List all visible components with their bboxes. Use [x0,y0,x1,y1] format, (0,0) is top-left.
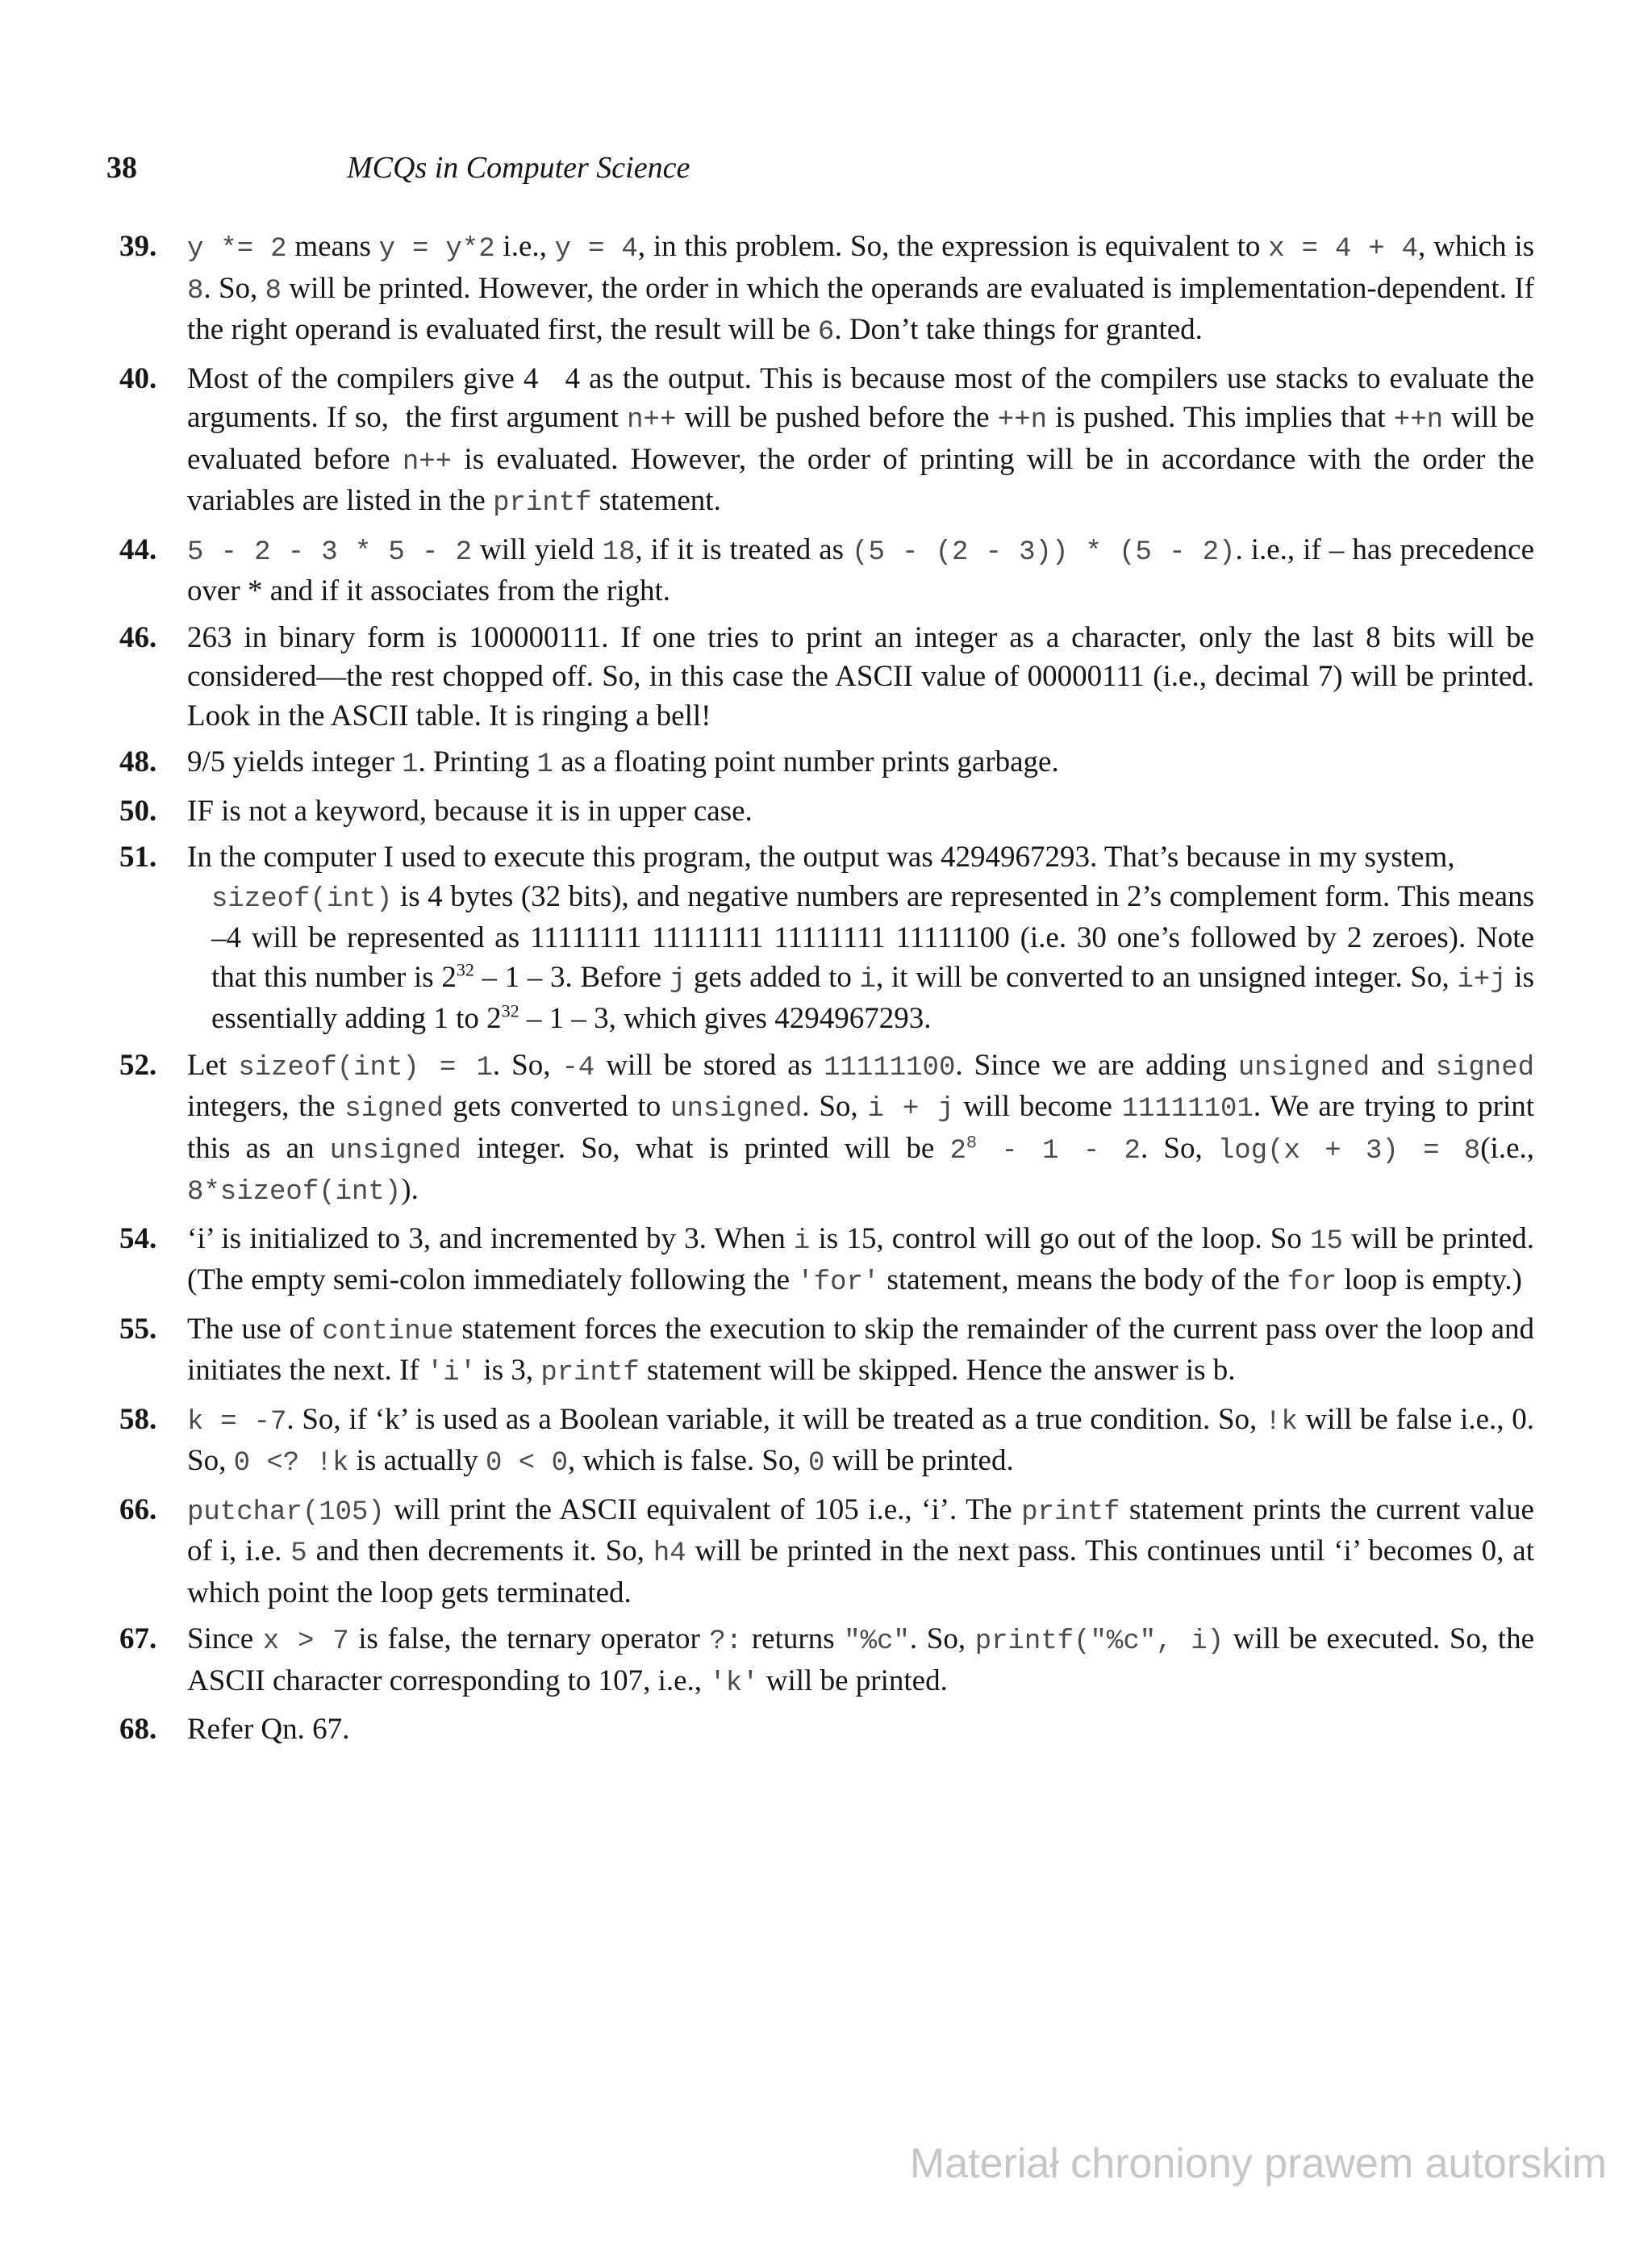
answer-list [119,228,1534,1757]
answer-item [119,838,1534,1039]
answer-text: In the computer I used to execute this program, the output was 4294967293. That’s because in my system, sizeof(int) is 4 bytes (32 bits), and negative numbers are represented in 2’s complement form. This means –4 will be represented as 11111111 11111111 11111111 11111100 (i.e. 30 one’s followed by 2 zeroes). Note that this number is $2^{32} - 1 - 3$. Before j gets added to i, it will be converted to an unsigned integer. So, i+j is essentially adding 1 to $2^{32} - 1 - 3$, which gives 4294967293. [187,841,1534,1035]
question-number: 66. [119,1492,157,1526]
running-title: MCQs in Computer Science [347,151,690,185]
question-number: 51. [119,841,157,874]
question-number: 44. [119,532,157,566]
answer-item [119,360,1534,524]
page-number: 38 [106,151,137,185]
answer-text: Refer Qn. 67. [187,1713,350,1746]
question-number: 68. [119,1713,157,1746]
answer-text: putchar(105) will print the ASCII equivalent of 105 i.e., ‘i’. The printf statement prints the current value of i, i.e. 5 and then decrements it. So, h4 will be printed in the next pass. This continues until ‘i’ becomes 0, at which point the loop gets terminated. [187,1492,1534,1609]
answer-text: 9/5 yields integer 1. Printing 1 as a floating point number prints garbage. [187,745,1059,780]
answer-item [119,1401,1534,1484]
answer-item [119,619,1534,737]
answer-text: The use of continue statement forces the execution to skip the remainder of the current pass over the loop and initiates the next. If 'i' is 3, printf statement will be skipped. Hence the answer is b. [187,1312,1534,1388]
question-number: 46. [119,620,157,654]
question-number: 55. [119,1312,157,1346]
answer-item [119,1220,1534,1303]
question-number: 48. [119,745,157,779]
answer-text: y *= 2 means y = y*2 i.e., y = 4, in this problem. So, the expression is equivalent to x = 4 + 4, which is 8. So, 8 will be printed. However, the order in which the operands are evaluated is implementation-dependent. If the right operand is evaluated first, the result will be 6. Don’t take things for granted. [187,230,1535,348]
answer-item [119,1046,1534,1213]
question-number: 58. [119,1402,157,1436]
answer-text: Most of the compilers give 4 4 as the output. This is because most of the compilers use stacks to evaluate the arguments. If so, the first argument n++ will be pushed before the ++n is pushed. This implies that ++n will be evaluated before n++ is evaluated. However, the order of printing will be in accordance with the order the variables are listed in the printf statement. [187,361,1534,519]
question-number: 67. [119,1622,157,1655]
copyright-watermark: Materiał chroniony prawem autorskim [909,2140,1607,2187]
answer-item [119,1491,1534,1613]
answer-text: k = -7. So, if ‘k’ is used as a Boolean variable, it will be treated as a true condition. So, !k will be false i.e., 0. So, 0 <? !k is actually 0 < 0, which is false. So, 0 will be printed. [187,1402,1534,1479]
question-number: 40. [119,361,157,395]
answer-text: 5 - 2 - 3 * 5 - 2 will yield 18, if it is treated as (5 - (2 - 3)) * (5 - 2). i.e., if – has precedence over * and if it associates from the right. [187,532,1535,607]
answer-text: IF is not a keyword, because it is in upper case. [187,794,753,828]
answer-item [119,531,1534,612]
answer-text: Since x > 7 is false, the ternary operator ?: returns "%c". So, printf("%c", i) will be executed. So, the ASCII character corresponding to 107, i.e., 'k' will be printed. [187,1622,1535,1699]
question-number: 52. [119,1048,157,1082]
question-number: 54. [119,1221,157,1255]
question-number: 39. [119,230,157,263]
answer-text: Let sizeof(int) = 1. So, -4 will be stored as 11111100. Since we are adding unsigned and signed integers, the signed gets converted to unsigned. So, i + j will become 11111101. We are trying to print this as an unsigned integer. So, what is printed will be $2^8 - 1 - 2$. So, log(x + 3) = 8(i.e., 8*sizeof(int)). [187,1048,1535,1208]
answer-item [119,792,1534,832]
answer-item [119,1310,1534,1393]
question-number: 50. [119,794,157,828]
answer-item [119,1710,1534,1750]
answer-text: 263 in binary form is 100000111. If one tries to print an integer as a character, only the last 8 bits will be considered—the rest chopped off. So, in this case the ASCII value of 00000111 (i.e., decimal 7) will be printed. Look in the ASCII table. It is ringing a bell! [187,620,1534,733]
answer-item [119,743,1534,785]
page-header [106,150,1546,198]
answer-text: ‘i’ is initialized to 3, and incremented by 3. When i is 15, control will go out of the loop. So 15 will be printed. (The empty semi-colon immediately following the 'for' statement, means the body of the for loop is empty.) [187,1221,1534,1298]
answer-item [119,1620,1534,1703]
answer-item [119,228,1534,353]
